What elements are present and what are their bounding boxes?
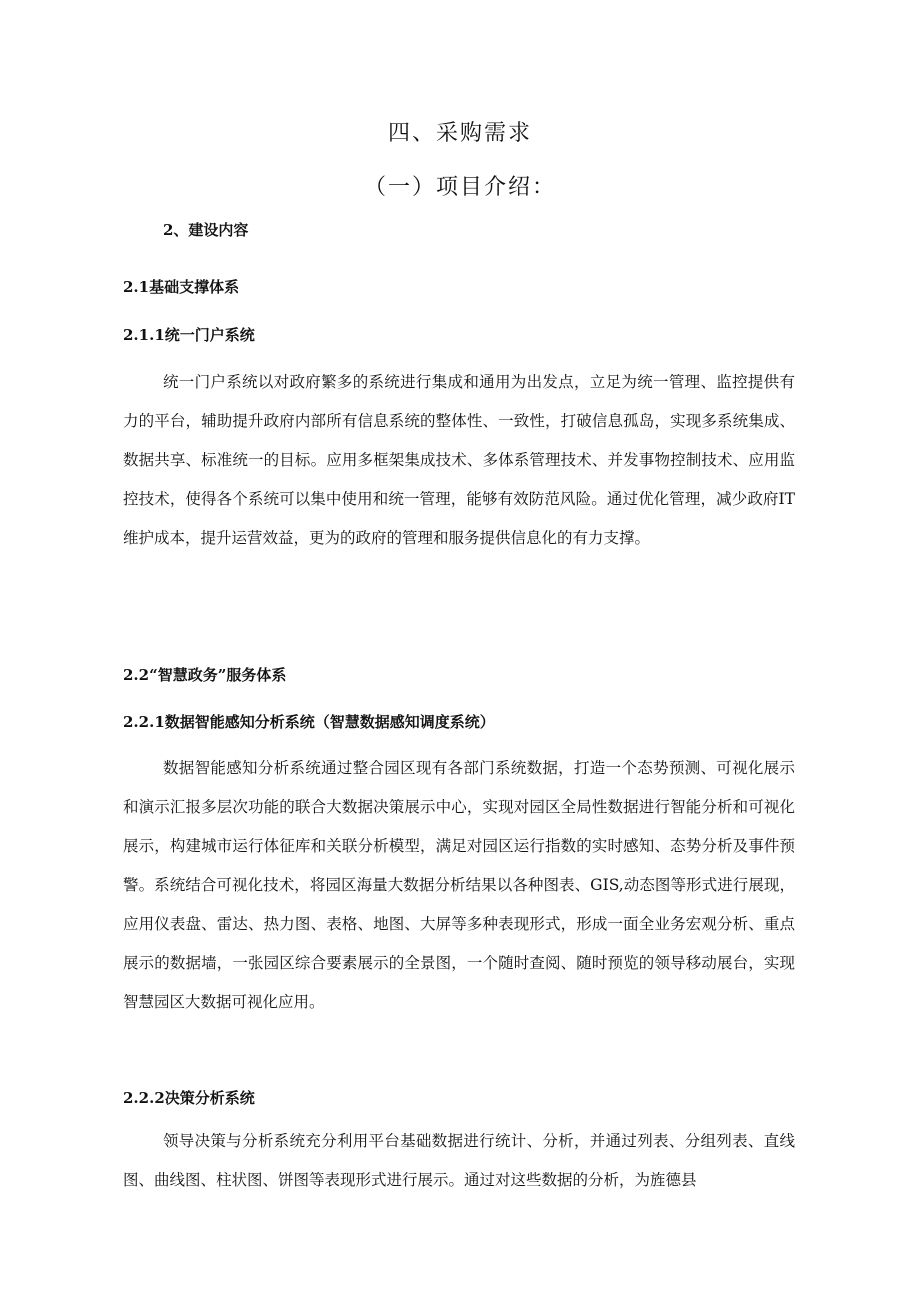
paragraph-data-perception: 数据智能感知分析系统通过整合园区现有各部门系统数据，打造一个态势预测、可视化展示和演示汇报多层次功能的联合大数据决策展示中心，实现对园区全局性数据进行智能分析和可视化展示，构建城市运行体征库和关联分析模型，满足对园区运行指数的实时感知、态势分析及事件预警。系统结合可视化技术，将园区海量大数据分析结果以各种图表、GIS,动态图等形式进行展现，应用仪表盘、雷达、热力图、表格、地图、大屏等多种表现形式，形成一面全业务宏观分析、重点展示的数据墙，一张园区综合要素展示的全景图，一个随时查阅、随时预览的领导移动展台，实现智慧园区大数据可视化应用。 — [123, 759, 795, 1011]
heading-section-2-1: 2.1基础支撑体系 — [123, 278, 240, 296]
heading-section-2: 2、建设内容 — [163, 221, 249, 239]
paragraph-unified-portal: 统一门户系统以对政府繁多的系统进行集成和通用为出发点，立足为统一管理、监控提供有力的平台，辅助提升政府内部所有信息系统的整体性、一致性，打破信息孤岛，实现多系统集成、数据共享、标准统一的目标。应用多框架集成技术、多体系管理技术、并发事物控制技术、应用监控技术，使得各个系统可以集中使用和统一管理，能够有效防范风险。通过优化管理，减少政府IT维护成本，提升运营效益，更为的政府的管理和服务提供信息化的有力支撑。 — [123, 373, 795, 547]
heading-section-2-2: 2.2“智慧政务”服务体系 — [123, 666, 287, 684]
document-subtitle: （一）项目介绍： — [363, 175, 556, 200]
heading-section-2-1-1: 2.1.1统一门户系统 — [123, 326, 255, 344]
paragraph-decision-analysis: 领导决策与分析系统充分利用平台基础数据进行统计、分析，并通过列表、分组列表、直线图、曲线图、柱状图、饼图等表现形式进行展示。通过对这些数据的分析，为旌德县 — [123, 1132, 795, 1189]
heading-section-2-2-1: 2.2.1数据智能感知分析系统（智慧数据感知调度系统） — [123, 713, 495, 731]
document-title: 四、采购需求 — [387, 121, 532, 146]
heading-section-2-2-2: 2.2.2决策分析系统 — [123, 1089, 255, 1107]
